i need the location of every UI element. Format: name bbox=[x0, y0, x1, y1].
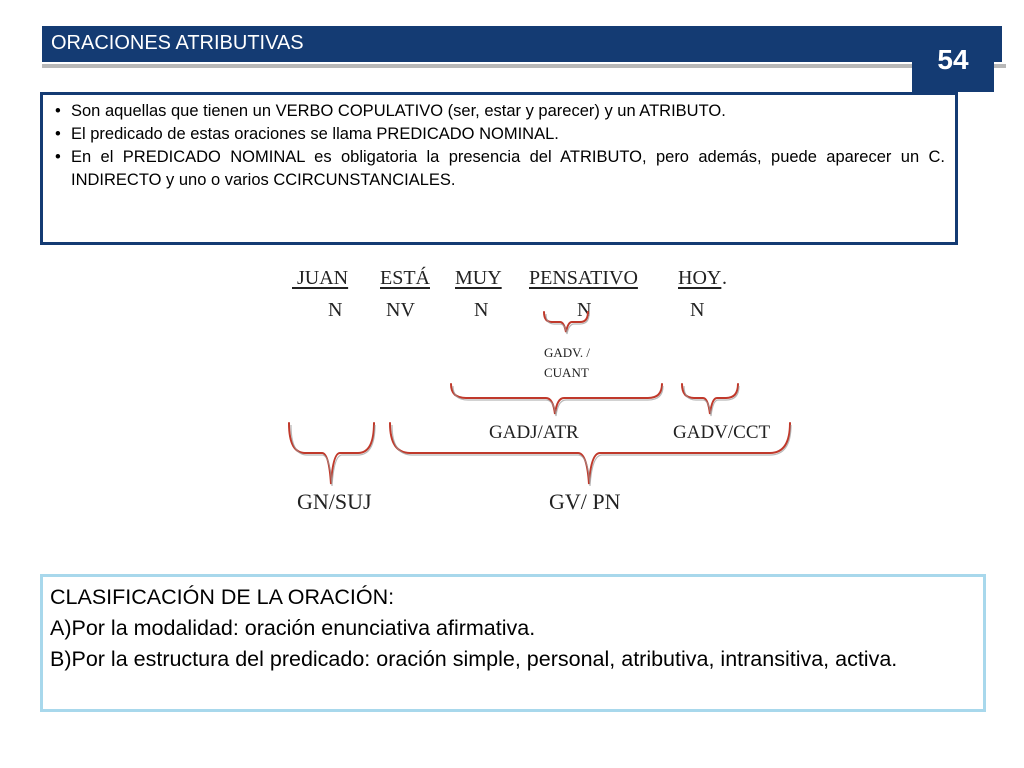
word-hoy: HOY bbox=[678, 267, 722, 289]
slide-title: ORACIONES ATRIBUTIVAS bbox=[51, 32, 304, 54]
word-pensativo: PENSATIVO bbox=[529, 267, 638, 289]
classification-title: CLASIFICACIÓN DE LA ORACIÓN: bbox=[50, 585, 395, 609]
label-gadv-cuant-1: GADV. / bbox=[544, 345, 590, 360]
bracket-gadj-atr bbox=[451, 384, 662, 414]
label-gv-pn: GV/ PN bbox=[549, 489, 621, 514]
classification-text bbox=[50, 582, 970, 675]
sentence-period: . bbox=[722, 267, 727, 289]
classification-line-a: A)Por la modalidad: oración enunciativa afirmativa. bbox=[50, 616, 536, 640]
definition-bullet: • Son aquellas que tienen un VERBO COPULATIVO (ser, estar y parecer) y un ATRIBUTO. bbox=[55, 100, 945, 123]
tag-n-juan: N bbox=[328, 299, 343, 321]
label-gn-suj: GN/SUJ bbox=[297, 489, 372, 514]
word-esta: ESTÁ bbox=[380, 267, 430, 289]
tag-n-pensativo: N bbox=[577, 299, 592, 321]
label-gadv-cct: GADV/CCT bbox=[673, 422, 771, 443]
definition-bullet: • En el PREDICADO NOMINAL es obligatoria la presencia del ATRIBUTO, pero además, puede aparecer un C. INDIRECTO y uno o varios CCIRCUNSTANCIALES. bbox=[55, 146, 945, 192]
tag-n-hoy: N bbox=[690, 299, 705, 321]
word-muy: MUY bbox=[455, 267, 502, 289]
word-juan: JUAN bbox=[297, 267, 349, 289]
label-gadj-atr: GADJ/ATR bbox=[489, 422, 579, 443]
tag-nv-esta: NV bbox=[386, 299, 415, 321]
classification-line-b: B)Por la estructura del predicado: oración simple, personal, atributiva, intransitiva, activa. bbox=[50, 647, 898, 671]
page-number: 54 bbox=[937, 44, 969, 75]
label-gadv-cuant-2: CUANT bbox=[544, 365, 589, 380]
tag-n-muy: N bbox=[474, 299, 489, 321]
definition-bullet: • El predicado de estas oraciones se llama PREDICADO NOMINAL. bbox=[55, 123, 945, 146]
